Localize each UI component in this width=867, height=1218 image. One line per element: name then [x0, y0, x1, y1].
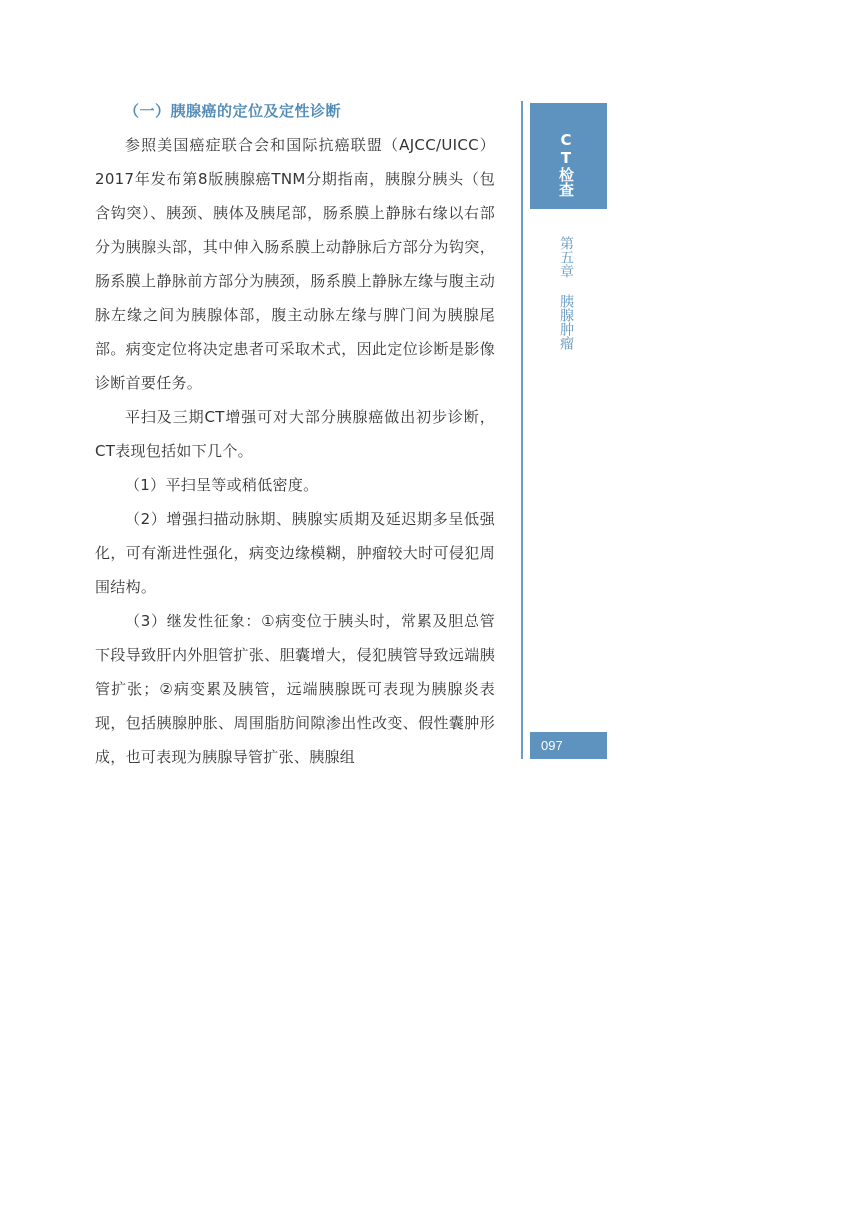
chapter-title: 胰腺肿瘤 — [558, 294, 574, 350]
paragraph-item-1: （1）平扫呈等或稍低密度。 — [125, 476, 319, 494]
paragraph-staging: 参照美国癌症联合会和国际抗癌联盟（AJCC/UICC）2017年发布第8版胰腺癌TNM分期指南，胰腺分胰头（包含钩突）、胰颈、胰体及胰尾部，肠系膜上静脉右缘以右部分为胰腺头部，其中伸入肠系膜上动静脉后方部分为钩突，肠系膜上静脉前方部分为胰颈，肠系膜上静脉左缘与腹主动脉左缘之间为胰腺体部，腹主动脉左缘与脾门间为胰腺尾部。病变定位将决定患者可采取术式，因此定位诊断是影像诊断首要任务。 — [95, 136, 495, 392]
margin-divider-line — [521, 101, 523, 759]
paragraph-item-3: （3）继发性征象：①病变位于胰头时，常累及胆总管下段导致肝内外胆管扩张、胆囊增大，侵犯胰管导致远端胰管扩张；②病变累及胰管，远端胰腺既可表现为胰腺炎表现，包括胰腺肿胀、周围脂肪间隙渗出性改变、假性囊肿形成，也可表现为胰腺导管扩张、胰腺组 — [95, 612, 495, 766]
paragraph-item-2: （2）增强扫描动脉期、胰腺实质期及延迟期多呈低强化，可有渐进性强化，病变边缘模糊，肿瘤较大时可侵犯周围结构。 — [95, 510, 495, 596]
chapter-number: 第五章 — [558, 236, 574, 278]
body-text — [95, 128, 495, 774]
sidebar-tab-label: CT检查 — [557, 131, 575, 197]
paragraph-ct-intro: 平扫及三期CT增强可对大部分胰腺癌做出初步诊断，CT表现包括如下几个。 — [95, 408, 495, 460]
section-heading: （一）胰腺癌的定位及定性诊断 — [124, 102, 342, 120]
page-number: 097 — [541, 738, 563, 753]
